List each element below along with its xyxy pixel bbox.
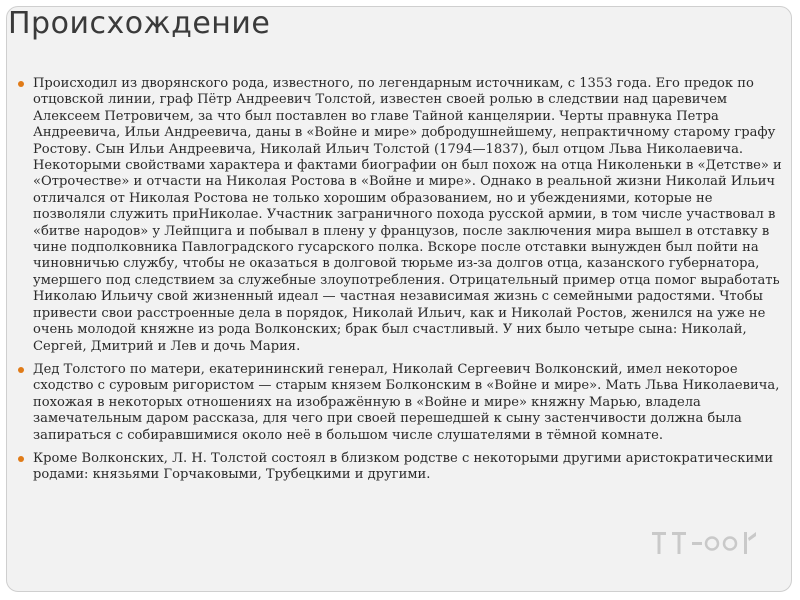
bullet-icon	[18, 456, 24, 462]
paragraph-maternal-grandfather	[18, 362, 784, 444]
paragraph-text: Происходил из дворянского рода, известного, по легендарным источникам, с 1353 года. Его предок по отцовской линии, граф Пётр Андреевич Толстой, известен своей ролью в следствии над царевичем Алексеем Петровичем, за что был поставлен во главе Тайной канцелярии. Черты правнука Петра Андреевича, Ильи Андреевича, даны в «Войне и мире» добродушнейшему, непрактичному старому графу Ростову. Сын Ильи Андреевича, Николай Ильич Толстой (1794—1837), был отцом Льва Николаевича. Некоторыми свойствами характера и фактами биографии он был похож на отца Николеньки в «Детстве» и «Отрочестве» и отчасти на Николая Ростова в «Войне и мире». Однако в реальной жизни Николай Ильич отличался от Николая Ростова не только хорошим образованием, но и убеждениями, которые не позволяли служить приНиколае. Участник заграничного похода русской армии, в том числе участвовал в «битве народов» у Лейпцига и побывал в плену у французов, после заключения мира вышел в отставку в чине подполковника Павлоградского гусарского полка. Вскоре после отставки вынужден был пойти на чиновничью службу, чтобы не оказаться в долговой тюрьме из-за долгов отца, казанского губернатора, умершего под следствием за служебные злоупотребления. Отрицательный пример отца помог выработать Николаю Ильичу свой жизненный идеал — частная независимая жизнь с семейными радостями. Чтобы привести свои расстроенные дела в порядок, Николай Ильич, как и Николай Ростов, женился на уже не очень молодой княжне из рода Волконских; брак был счастливый. У них было четыре сына: Николай, Сергей, Дмитрий и Лев и дочь Мария.	[33, 76, 782, 354]
slide-title: Происхождение	[8, 6, 271, 41]
watermark-logo-icon	[648, 528, 758, 558]
paragraph-text: Дед Толстого по матери, екатерининский генерал, Николай Сергеевич Волконский, имел некоторое сходство с суровым ригористом — старым князем Болконским в «Войне и мире». Мать Льва Николаевича, похожая в некоторых отношениях на изображённую в «Войне и мире» княжну Марью, владела замечательным даром рассказа, для чего при своей перешедшей к сыну застенчивости должна была запираться с собиравшимися около неё в большом числе слушателями в тёмной комнате.	[33, 361, 780, 443]
bullet-icon	[18, 81, 24, 87]
paragraph-text: Кроме Волконских, Л. Н. Толстой состоял в близком родстве с некоторыми другими аристократическими родами: князьями Горчаковыми, Трубецкими и другими.	[33, 450, 774, 483]
paragraph-origin	[18, 76, 784, 355]
slide-content	[18, 76, 784, 491]
bullet-icon	[18, 367, 24, 373]
paragraph-relatives	[18, 451, 784, 484]
